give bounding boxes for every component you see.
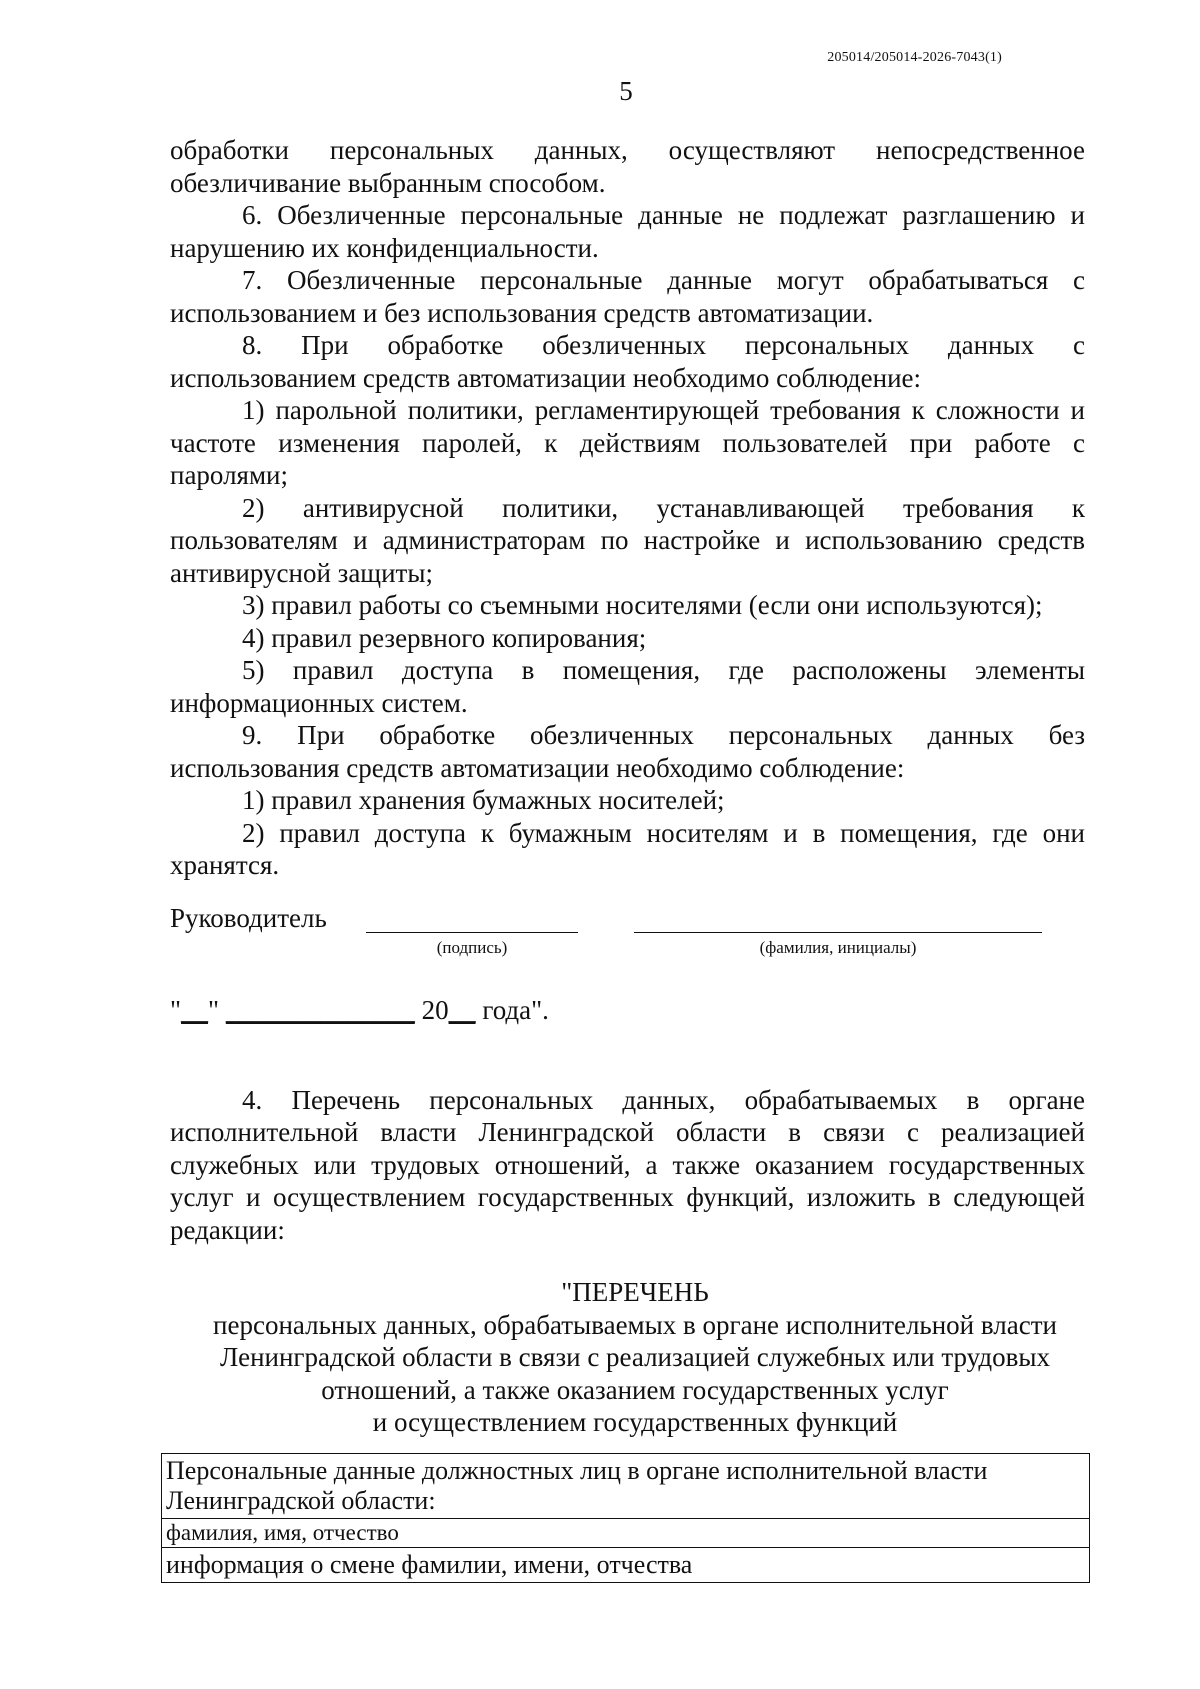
date-year-blank: __ — [448, 994, 476, 1025]
table-row — [162, 1454, 1090, 1519]
signature-line — [366, 932, 578, 933]
paragraph-9-item-2: 2) правил доступа к бумажным носителям и в помещения, где они хранятся. — [170, 817, 1085, 880]
paragraph-9-item-1: 1) правил хранения бумажных носителей; — [242, 785, 725, 815]
list-heading-line-3: отношений, а также оказанием государственных услуг — [321, 1374, 949, 1405]
paragraph-8-item-3: 3) правил работы со съемными носителями (если они используются); — [242, 590, 1043, 620]
section-4-paragraph: 4. Перечень персональных данных, обрабатываемых в органе исполнительной власти Ленинградской области в связи с реализацией служебных или трудовых отношений, а также оказанием государственных услуг и осуществлением государственных функций, изложить в следующей редакции: — [170, 1084, 1085, 1245]
paragraph-continuation: обработки персональных данных, осуществляют непосредственное обезличивание выбранным способом. — [170, 135, 1085, 198]
signature-caption: (подпись) — [436, 937, 508, 957]
table-cell: Персональные данные должностных лиц в органе исполнительной власти Ленинградской области: — [162, 1454, 1090, 1519]
date-year-prefix: 20 — [414, 994, 449, 1025]
paragraph-9: 9. При обработке обезличенных персональных данных без использования средств автоматизации необходимо соблюдение: — [170, 720, 1085, 783]
list-heading-line-2: Ленинградской области в связи с реализацией служебных или трудовых — [219, 1342, 1051, 1372]
table-cell: информация о смене фамилии, имени, отчества — [162, 1548, 1090, 1583]
signatory-label: Руководитель — [170, 902, 327, 933]
list-heading-line-4: и осуществлением государственных функций — [372, 1407, 898, 1437]
list-heading-line-1: персональных данных, обрабатываемых в органе исполнительной власти — [213, 1309, 1057, 1340]
paragraph-6: 6. Обезличенные персональные данные не подлежат разглашению и нарушению их конфиденциальности. — [170, 200, 1085, 263]
signature-block — [170, 894, 1085, 1044]
paragraph-8-item-4: 4) правил резервного копирования; — [242, 622, 647, 653]
paragraph-8-item-5: 5) правил доступа в помещения, где расположены элементы информационных систем. — [170, 655, 1085, 718]
paragraph-8-item-1: 1) парольной политики, регламентирующей требования к сложности и частоте изменения паролей, к действиям пользователей при работе с паролями; — [170, 395, 1085, 490]
list-heading — [170, 1276, 1085, 1439]
page-number: 5 — [619, 76, 633, 106]
date-line — [170, 994, 549, 1027]
paragraph-8: 8. При обработке обезличенных персональных данных с использованием средств автоматизации необходимо соблюдение: — [170, 330, 1085, 393]
paragraph-7: 7. Обезличенные персональные данные могут обрабатываться с использованием и без использования средств автоматизации. — [170, 265, 1085, 328]
personal-data-table — [161, 1453, 1090, 1583]
document-body — [170, 134, 1085, 1439]
paragraph-8-item-2: 2) антивирусной политики, устанавливающей требования к пользователям и администраторам по настройке и использованию средств антивирусной защиты; — [170, 492, 1085, 588]
table-row — [162, 1548, 1090, 1583]
date-quote-open: " — [170, 994, 182, 1025]
date-day-blank: __ — [181, 994, 209, 1025]
table-row — [162, 1519, 1090, 1548]
table-cell: фамилия, имя, отчество — [162, 1519, 1090, 1548]
date-quote-close: " — [208, 994, 226, 1025]
date-suffix: года". — [475, 994, 549, 1025]
list-heading-title: "ПЕРЕЧЕНЬ — [561, 1277, 709, 1307]
name-line — [634, 932, 1042, 933]
document-registration-number: 205014/205014-2026-7043(1) — [827, 50, 1002, 65]
date-month-blank: ______________ — [225, 994, 415, 1025]
name-caption: (фамилия, инициалы) — [759, 937, 917, 957]
